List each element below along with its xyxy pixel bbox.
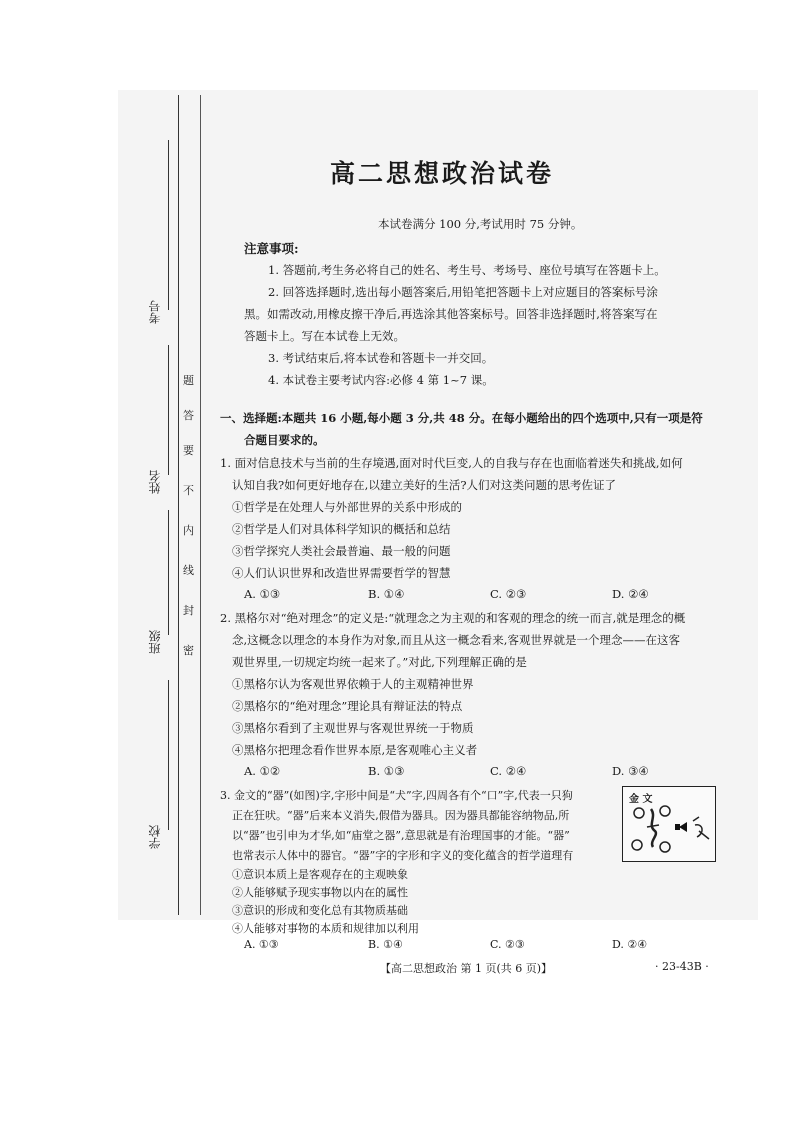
seal-char: 题 bbox=[183, 374, 194, 387]
option-b[interactable]: B. ①③ bbox=[368, 764, 405, 778]
question-1-stem: 认知自我?如何更好地存在,以建立美好的生活?人们对这类问题的思考佐证了 bbox=[232, 478, 616, 492]
notice-line: 黑。如需改动,用橡皮擦干净后,再选涂其他答案标号。回答非选择题时,将答案写在 bbox=[244, 307, 658, 321]
seal-char: 要 bbox=[183, 444, 194, 457]
question-3-stem: 3. 金文的“器”(如图)字,字形中间是“犬”字,四周各有个“口”字,代表一只狗 bbox=[220, 789, 573, 802]
figure-label: 金 文 bbox=[629, 794, 653, 805]
question-2-item: ②黑格尔的“绝对理念”理论具有辩证法的特点 bbox=[232, 699, 463, 713]
question-2-stem: 念,这概念以理念的本身作为对象,而且从这一概念看来,客观世界就是一个理念——在这客 bbox=[232, 633, 680, 647]
notice-line: 2. 回答选择题时,选出每小题答案后,用铅笔把答题卡上对应题目的答案标号涂 bbox=[268, 285, 658, 299]
option-d[interactable]: D. ②④ bbox=[612, 938, 648, 951]
option-d[interactable]: D. ②④ bbox=[612, 587, 649, 601]
option-c[interactable]: C. ②③ bbox=[490, 938, 525, 951]
question-1-item: ④人们认识世界和改造世界需要哲学的智慧 bbox=[232, 566, 451, 580]
margin-label-school: 学校 bbox=[148, 825, 162, 849]
page-footer: 【高二思想政治 第 1 页(共 6 页)】 bbox=[380, 962, 553, 975]
margin-label-class: 班级 bbox=[148, 630, 162, 654]
seal-char: 密 bbox=[183, 644, 194, 657]
option-a[interactable]: A. ①③ bbox=[244, 938, 279, 951]
margin-label-name: 姓名 bbox=[148, 470, 162, 494]
notice-line: 3. 考试结束后,将本试卷和答题卡一并交回。 bbox=[268, 351, 494, 365]
seal-char: 内 bbox=[183, 524, 194, 537]
question-3-stem: 正在狂吠。“器”后来本义消失,假借为器具。因为器具都能容纳物品,所 bbox=[232, 809, 570, 822]
seal-char: 不 bbox=[183, 484, 194, 497]
option-d[interactable]: D. ③④ bbox=[612, 764, 649, 778]
section-header-cont: 合题目要求的。 bbox=[244, 433, 325, 447]
question-2-item: ③黑格尔看到了主观世界与客观世界统一于物质 bbox=[232, 721, 474, 735]
question-3-item: ②人能够赋予现实事物以内在的属性 bbox=[232, 886, 408, 899]
notice-line: 4. 本试卷主要考试内容:必修 4 第 1~7 课。 bbox=[268, 373, 494, 387]
question-2-item: ①黑格尔认为客观世界依赖于人的主观精神世界 bbox=[232, 677, 474, 691]
page-title: 高二思想政治试卷 bbox=[329, 159, 554, 188]
option-b[interactable]: B. ①④ bbox=[368, 938, 403, 951]
question-1-item: ②哲学是人们对具体科学知识的概括和总结 bbox=[232, 522, 451, 536]
qi-glyph-icon bbox=[623, 787, 715, 861]
question-2-stem: 2. 黑格尔对“绝对理念”的定义是:“就理念之为主观的和客观的理念的统一而言,就是理念的概 bbox=[220, 611, 686, 625]
binding-line bbox=[178, 95, 179, 915]
subtitle: 本试卷满分 100 分,考试用时 75 分钟。 bbox=[378, 217, 583, 231]
notice-line: 答题卡上。写在本试卷上无效。 bbox=[244, 329, 405, 343]
question-1-item: ①哲学是在处理人与外部世界的关系中形成的 bbox=[232, 500, 462, 514]
question-3-item: ④人能够对事物的本质和规律加以利用 bbox=[232, 922, 419, 935]
underline-name bbox=[168, 345, 169, 475]
question-3-item: ③意识的形成和变化总有其物质基础 bbox=[232, 904, 408, 917]
question-3-stem: 以“器”也引申为才华,如“庙堂之器”,意思就是有治理国事的才能。“器” bbox=[232, 829, 570, 842]
question-1-stem: 1. 面对信息技术与当前的生存境遇,面对时代巨变,人的自我与存在也面临着迷失和挑战,如何 bbox=[220, 456, 683, 470]
notice-line: 1. 答题前,考生务必将自己的姓名、考生号、考场号、座位号填写在答题卡上。 bbox=[268, 263, 666, 277]
question-3-stem: 也常表示人体中的器官。“器”字的字形和字义的变化蕴含的哲学道理有 bbox=[232, 849, 574, 862]
option-c[interactable]: C. ②④ bbox=[490, 764, 527, 778]
underline-class bbox=[168, 510, 169, 635]
seal-char: 封 bbox=[183, 604, 194, 617]
option-a[interactable]: A. ①② bbox=[244, 764, 281, 778]
question-2-item: ④黑格尔把理念看作世界本原,是客观唯心主义者 bbox=[232, 743, 478, 757]
section-header: 一、选择题:本题共 16 小题,每小题 3 分,共 48 分。在每小题给出的四个选项中,只有一项是符 bbox=[220, 411, 703, 425]
bronze-script-figure bbox=[622, 786, 716, 862]
binding-line-inner bbox=[200, 95, 201, 915]
option-c[interactable]: C. ②③ bbox=[490, 587, 527, 601]
underline-school bbox=[168, 680, 169, 830]
question-1-item: ③哲学探究人类社会最普遍、最一般的问题 bbox=[232, 544, 451, 558]
question-3-item: ①意识本质上是客观存在的主观映象 bbox=[232, 868, 408, 881]
option-a[interactable]: A. ①③ bbox=[244, 587, 281, 601]
page-code: · 23-43B · bbox=[655, 960, 709, 973]
margin-label-exam-number: 考号 bbox=[148, 300, 162, 324]
question-2-stem: 观世界里,一切规定均统一起来了。”对此,下列理解正确的是 bbox=[232, 655, 527, 669]
seal-char: 线 bbox=[183, 564, 194, 577]
option-b[interactable]: B. ①④ bbox=[368, 587, 405, 601]
notice-heading: 注意事项: bbox=[244, 241, 299, 256]
seal-char: 答 bbox=[183, 409, 194, 422]
